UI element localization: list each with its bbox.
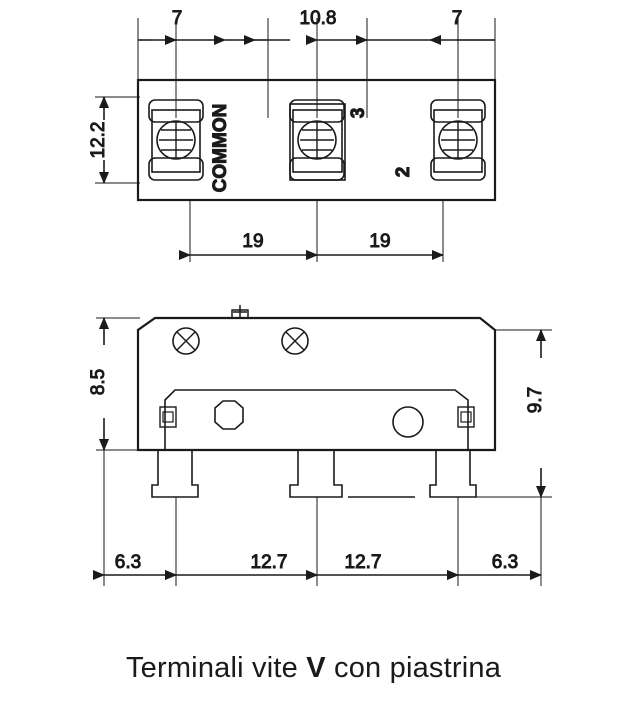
diagram-caption	[0, 652, 627, 685]
tab-center	[290, 450, 342, 497]
side-screw-left	[173, 328, 199, 354]
caption-suffix: con piastrina	[325, 652, 502, 684]
dim-bottom-12-7-right: 12.7	[344, 552, 382, 573]
label-3: 3	[348, 107, 369, 119]
dim-top-10-8: 10.8	[299, 8, 337, 29]
dim-top-7-right: 7	[451, 8, 463, 29]
side-view-body	[138, 318, 495, 450]
dim-bottom-19-right: 19	[369, 231, 391, 252]
tab-right	[430, 450, 476, 497]
dim-bottom-6-3-right: 6.3	[491, 552, 519, 573]
label-2: 2	[393, 166, 414, 178]
side-screw-right	[282, 328, 308, 354]
dim-bottom-6-3-left: 6.3	[114, 552, 142, 573]
caption-bold: V	[306, 652, 326, 684]
mount-hole-right	[393, 407, 423, 437]
dim-left-12-2: 12.2	[88, 121, 109, 159]
mount-hole-left	[215, 401, 243, 429]
dim-right-9-7: 9.7	[525, 386, 546, 414]
label-common: COMMON	[210, 103, 231, 193]
dim-top-7-left: 7	[171, 8, 183, 29]
tab-left	[152, 450, 198, 497]
dim-left-8-5: 8.5	[88, 368, 109, 396]
dim-bottom-12-7-left: 12.7	[250, 552, 288, 573]
caption-prefix: Terminali vite	[125, 652, 307, 684]
dim-bottom-19-left: 19	[242, 231, 264, 252]
